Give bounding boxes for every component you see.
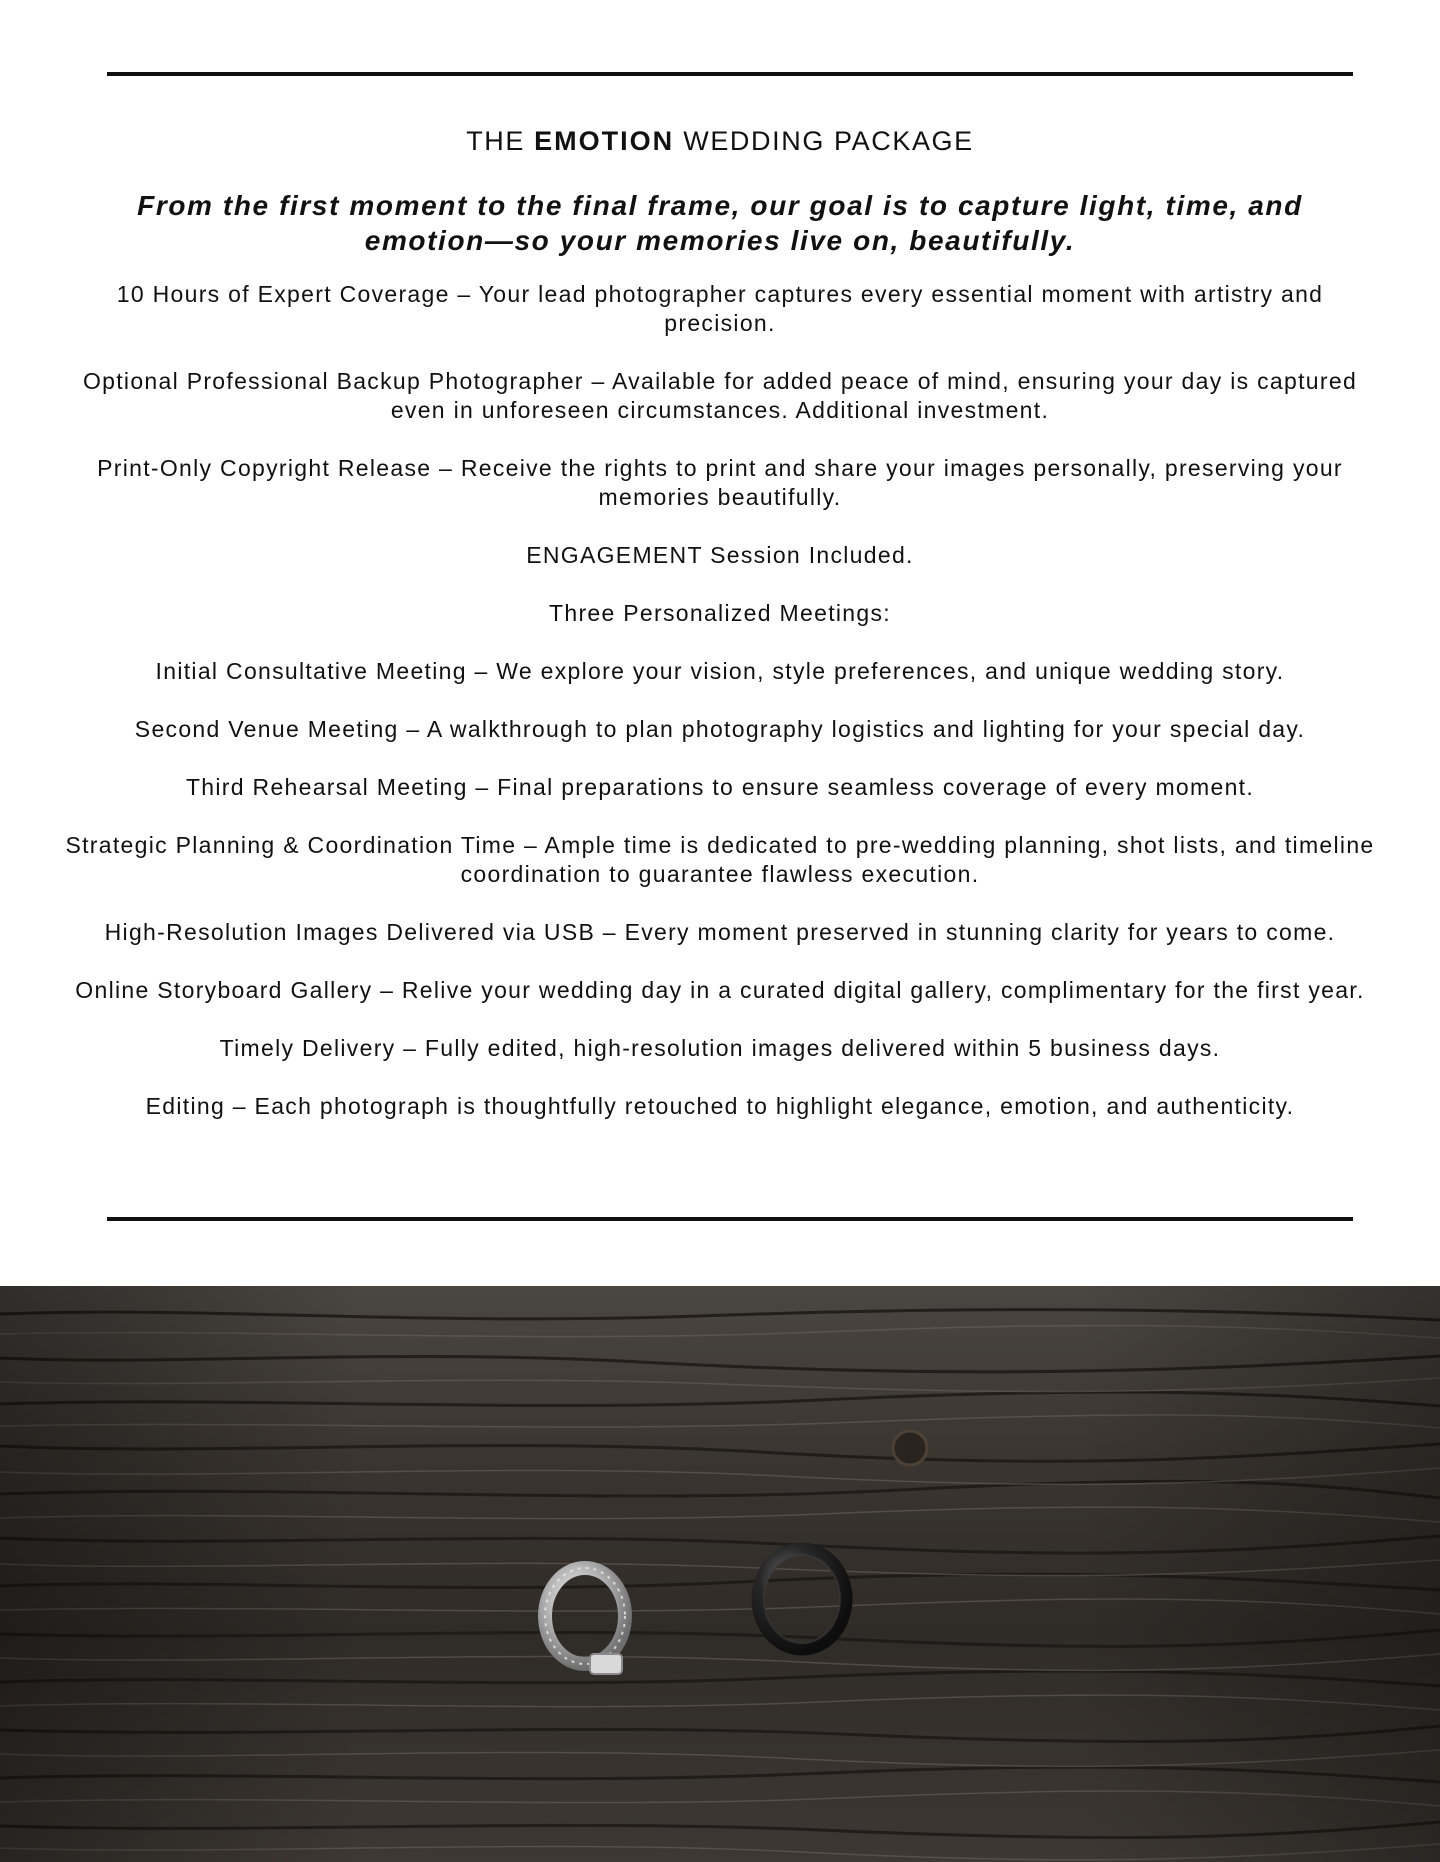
- title-prefix: THE: [466, 126, 526, 156]
- package-item: Second Venue Meeting – A walkthrough to plan photography logistics and lighting for your special day.: [134, 716, 1306, 742]
- title-emphasis: EMOTION: [534, 126, 675, 156]
- bottom-divider: [107, 1217, 1353, 1221]
- package-item: Third Rehearsal Meeting – Final preparations to ensure seamless coverage of every moment.: [185, 774, 1255, 800]
- package-description: [60, 124, 1380, 1150]
- package-item: Online Storyboard Gallery – Relive your wedding day in a curated digital gallery, complimentary for the first year.: [75, 977, 1365, 1003]
- package-items-list: [60, 280, 1380, 1121]
- package-item: High-Resolution Images Delivered via USB – Every moment preserved in stunning clarity for years to come.: [104, 919, 1336, 945]
- package-item: Print-Only Copyright Release – Receive the rights to print and share your images personally, preserving your memories beautifully.: [97, 455, 1343, 510]
- package-item: Timely Delivery – Fully edited, high-resolution images delivered within 5 business days.: [219, 1035, 1221, 1061]
- package-item: Editing – Each photograph is thoughtfully retouched to highlight elegance, emotion, and authenticity.: [145, 1093, 1295, 1119]
- package-item: Strategic Planning & Coordination Time – Ample time is dedicated to pre-wedding planning, shot lists, and timeline coordination to guarantee flawless execution.: [65, 832, 1375, 887]
- package-item: ENGAGEMENT Session Included.: [526, 542, 914, 568]
- rings-on-wood-image: [0, 1286, 1440, 1862]
- package-item: Initial Consultative Meeting – We explore your vision, style preferences, and unique wedding story.: [155, 658, 1285, 684]
- title-suffix: WEDDING PACKAGE: [683, 126, 974, 156]
- package-item: 10 Hours of Expert Coverage – Your lead photographer captures every essential moment with artistry and precision.: [116, 281, 1324, 336]
- package-title: [60, 124, 1380, 158]
- tagline: From the first moment to the final frame, our goal is to capture light, time, and emotion—so your memories live on, beautifully.: [137, 190, 1303, 256]
- top-divider: [107, 72, 1353, 76]
- package-item: Three Personalized Meetings:: [549, 600, 891, 626]
- package-item: Optional Professional Backup Photographer – Available for added peace of mind, ensuring your day is captured even in unforeseen circumstances. Additional investment.: [82, 368, 1358, 423]
- wedding-rings-photo: [0, 1286, 1440, 1862]
